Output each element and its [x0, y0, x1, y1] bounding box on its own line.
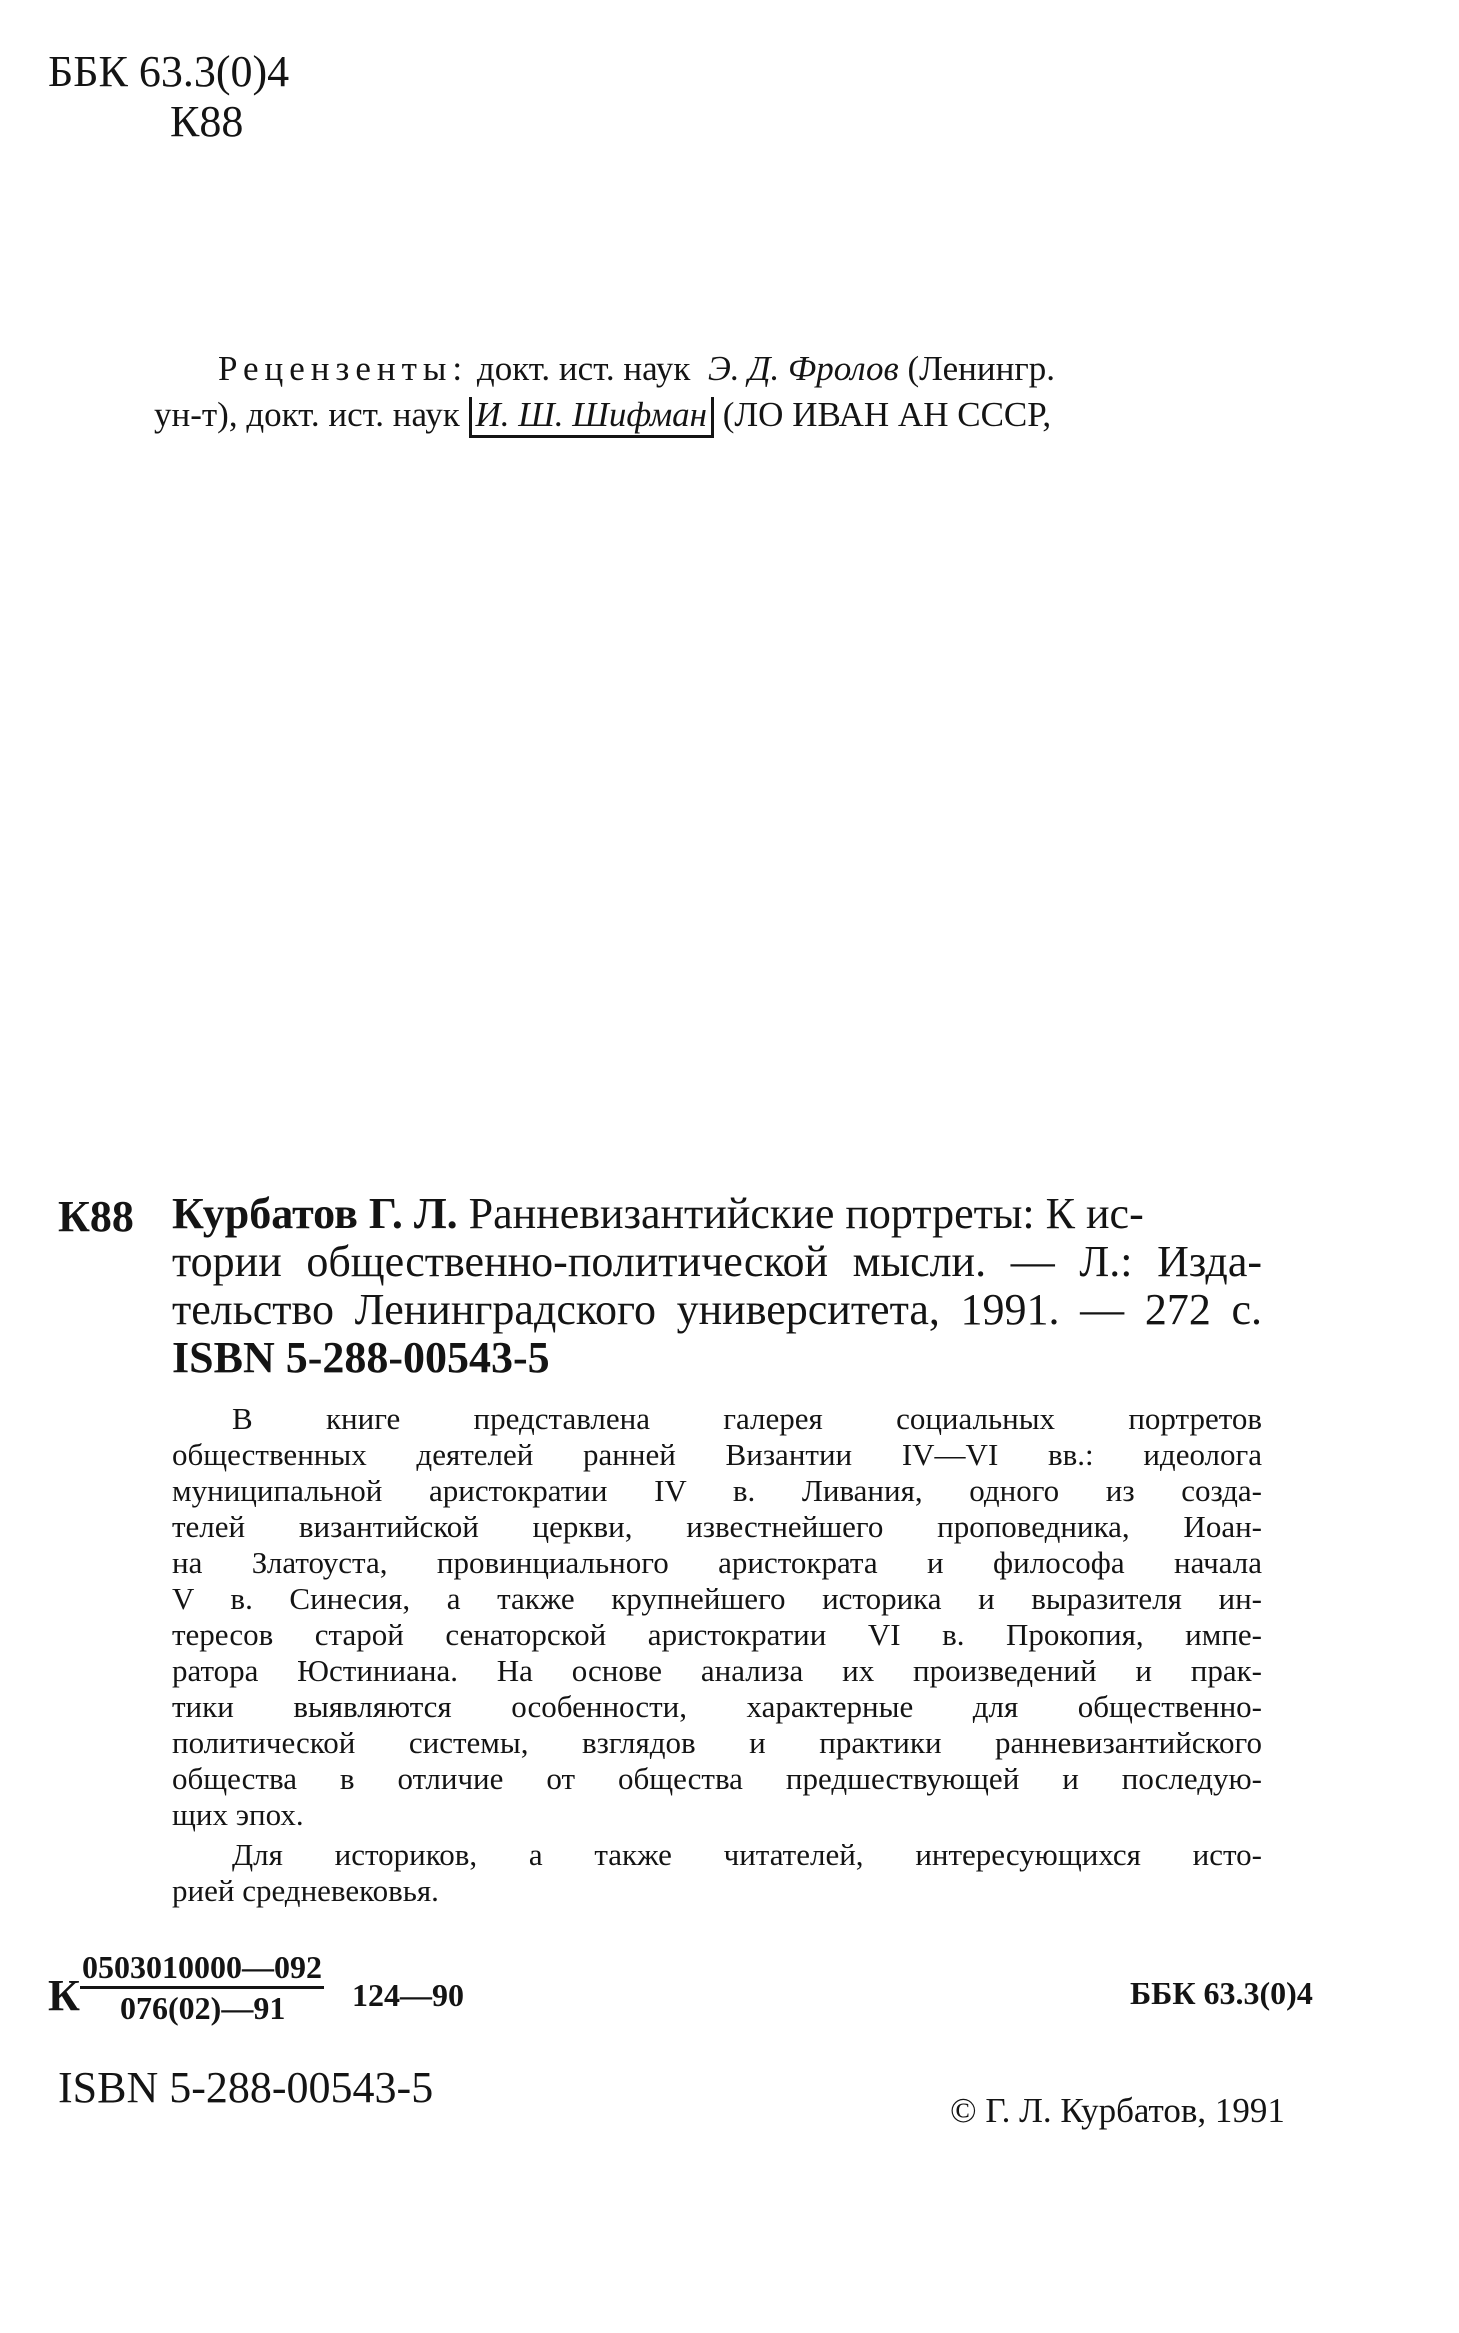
- annotation-line: ратора Юстиниана. На основе анализа их произведений и прак-: [172, 1653, 1262, 1688]
- catalog-denominator: 076(02)—91: [120, 1990, 286, 2026]
- footer-isbn: ISBN 5-288-00543-5: [58, 2063, 434, 2112]
- annotation-line: на Златоуста, провинциального аристократа и философа начала: [172, 1545, 1262, 1580]
- entry-title-line-3: тельство Ленинградского университета, 1991. — 272 с.: [172, 1285, 1262, 1334]
- reviewers-line-2: [154, 394, 1051, 438]
- annotation-line: политической системы, взглядов и практики ранневизантийского: [172, 1725, 1262, 1760]
- annotation-line: тересов старой сенаторской аристократии VI в. Прокопия, импе-: [172, 1617, 1262, 1652]
- reviewers-label: Рецензенты:: [218, 349, 469, 388]
- annotation-line: телей византийской церкви, известнейшего проповедника, Иоан-: [172, 1509, 1262, 1544]
- catalog-fraction: [80, 1948, 324, 2027]
- reviewers-line-1: [218, 348, 1055, 390]
- reviewers-line2-pre: ун-т), докт. ист. наук: [154, 395, 460, 434]
- catalog-bbk: ББК 63.3(0)4: [1130, 1975, 1313, 2011]
- catalog-numerator: 0503010000—092: [80, 1948, 324, 1989]
- entry-isbn: ISBN 5-288-00543-5: [172, 1333, 550, 1382]
- annotation-line: тики выявляются особенности, характерные для общественно-: [172, 1689, 1262, 1724]
- catalog-prefix: К: [48, 1971, 80, 2020]
- readers-line: Для историков, а также читателей, интересующихся исто-: [232, 1837, 1262, 1872]
- reviewers-line1-post: (Ленингр.: [907, 349, 1055, 388]
- entry-mark: К88: [58, 1192, 134, 1241]
- annotation-line: щих эпох.: [172, 1797, 304, 1832]
- readers-line: рией средневековья.: [172, 1873, 439, 1908]
- annotation-line: общественных деятелей ранней Византии IV—VI вв.: идеолога: [172, 1437, 1262, 1472]
- author-mark-top: К88: [170, 97, 244, 146]
- entry-line-1: [172, 1190, 1262, 1238]
- reviewers-line2-post: (ЛО ИВАН АН СССР,: [722, 395, 1052, 434]
- annotation-line: общества в отличие от общества предшествующей и последую-: [172, 1761, 1262, 1796]
- reviewer-1: Э. Д. Фролов: [707, 349, 899, 388]
- annotation-line: муниципальной аристократии IV в. Ливания, одного из созда-: [172, 1473, 1262, 1508]
- reviewer-2: И. Ш. Шифман: [475, 395, 708, 434]
- reviewers-line1-pre: докт. ист. наук: [476, 349, 691, 388]
- catalog-suffix: 124—90: [352, 1977, 464, 2013]
- entry-title-line-2: тории общественно-политической мысли. — Л.: Изда-: [172, 1237, 1262, 1286]
- annotation-line: V в. Синесия, а также крупнейшего историка и выразителя ин-: [172, 1581, 1262, 1616]
- copyright: © Г. Л. Курбатов, 1991: [950, 2091, 1285, 2130]
- entry-title-line-1: Ранневизантийские портреты: К ис-: [468, 1189, 1144, 1238]
- annotation-line: В книге представлена галерея социальных портретов: [232, 1401, 1262, 1436]
- entry-author: Курбатов Г. Л.: [172, 1189, 458, 1238]
- bbk-code-top: ББК 63.3(0)4: [48, 47, 290, 96]
- reviewer-2-deceased-frame: [469, 397, 715, 438]
